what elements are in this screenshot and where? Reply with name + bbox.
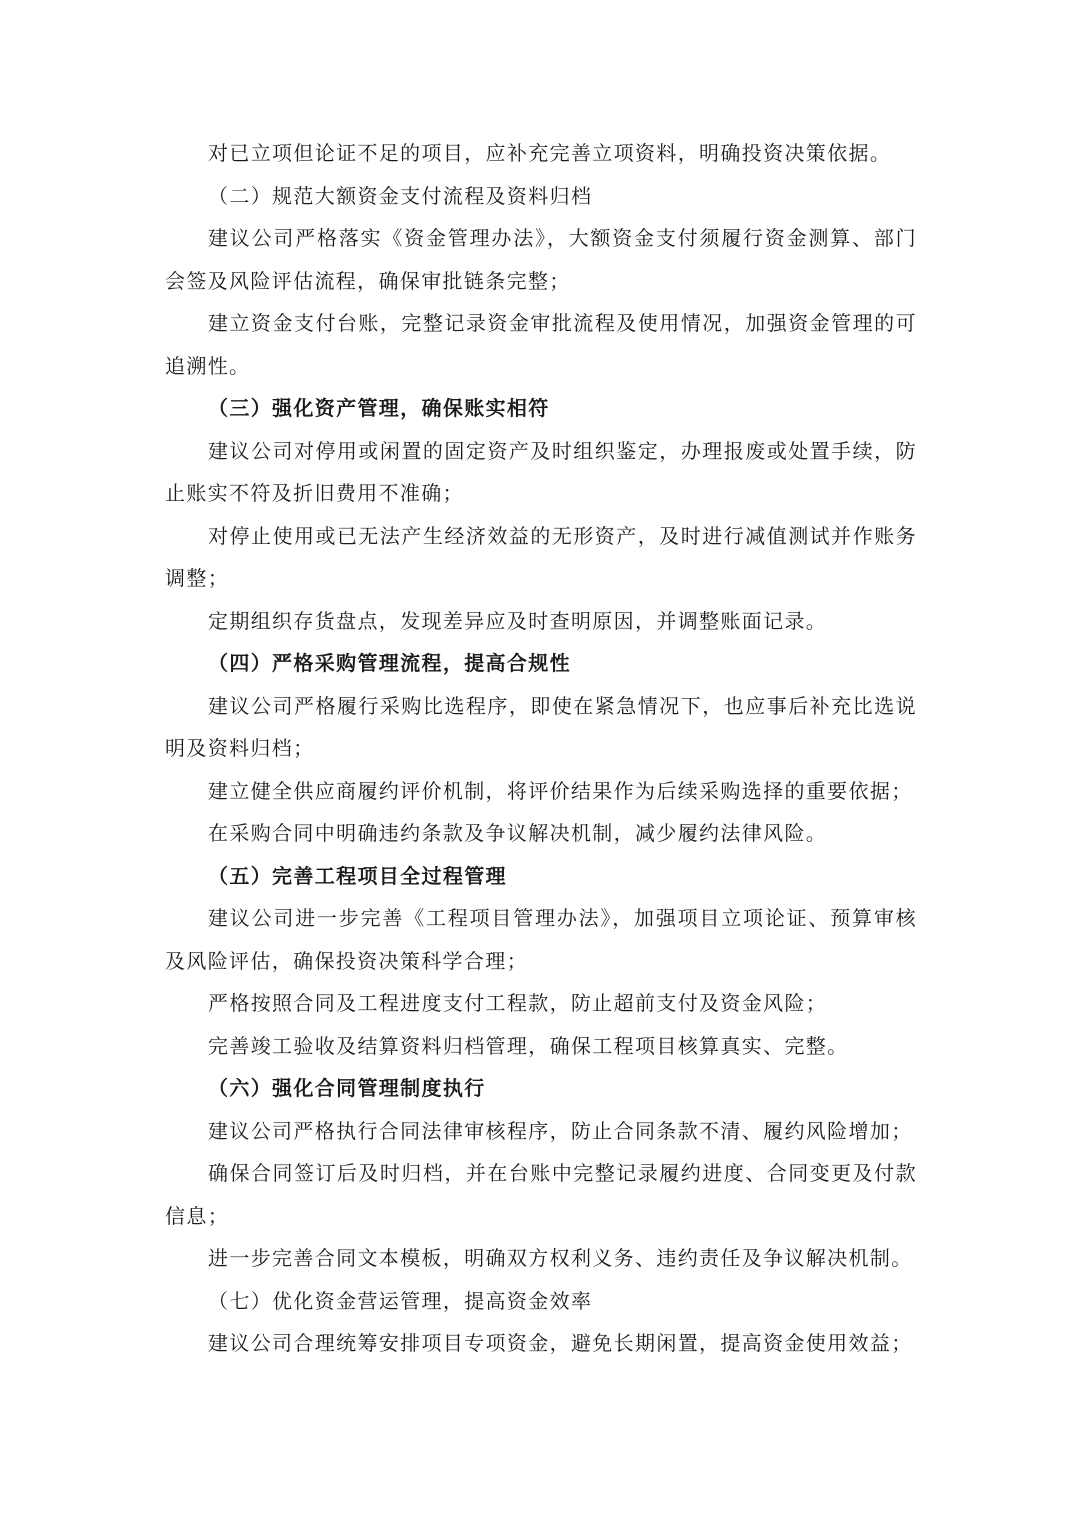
paragraph-completion-acceptance: 完善竣工验收及结算资料归档管理，确保工程项目核算真实、完整。 [208, 1033, 849, 1058]
paragraph-special-funds: 建议公司合理统筹安排项目专项资金，避免长期闲置，提高资金使用效益； [208, 1331, 913, 1355]
paragraph-supplier-evaluation: 建立健全供应商履约评价机制，将评价结果作为后续采购选择的重要依据； [208, 778, 913, 803]
paragraph-contract-archiving: 确保合同签订后及时归档，并在台账中完整记录履约进度、合同变更及付款信息； [165, 1161, 917, 1228]
paragraph-contract-terms: 在采购合同中明确违约条款及争议解决机制，减少履约法律风险。 [208, 821, 828, 845]
paragraph-intangible-assets: 对停止使用或已无法产生经济效益的无形资产，及时进行减值测试并作账务调整； [165, 523, 917, 590]
section-heading-2: （二）规范大额资金支付流程及资料归档 [208, 183, 593, 208]
paragraph-engineering-rules: 建议公司进一步完善《工程项目管理办法》，加强项目立项论证、预算审核及风险评估，确保投资决策科学合理； [165, 906, 917, 973]
paragraph-legal-review: 建议公司严格执行合同法律审核程序，防止合同条款不清、履约风险增加； [208, 1118, 913, 1143]
paragraph-inventory-count: 定期组织存货盘点，发现差异应及时查明原因，并调整账面记录。 [208, 608, 828, 633]
section-heading-3: （三）强化资产管理，确保账实相符 [208, 396, 550, 420]
section-heading-7: （七）优化资金营运管理，提高资金效率 [208, 1288, 593, 1313]
section-heading-6: （六）强化合同管理制度执行 [208, 1076, 486, 1100]
paragraph-fund-payment: 建议公司严格落实《资金管理办法》，大额资金支付须履行资金测算、部门会签及风险评估流程，确保审批链条完整； [165, 226, 917, 293]
paragraph-project-evidence: 对已立项但论证不足的项目，应补充完善立项资料，明确投资决策依据。 [208, 141, 892, 165]
section-heading-5: （五）完善工程项目全过程管理 [208, 863, 507, 888]
paragraph-progress-payment: 严格按照合同及工程进度支付工程款，防止超前支付及资金风险； [208, 991, 828, 1015]
paragraph-procurement-selection: 建议公司严格履行采购比选程序，即使在紧急情况下，也应事后补充比选说明及资料归档； [165, 693, 917, 760]
paragraph-fixed-assets: 建议公司对停用或闲置的固定资产及时组织鉴定，办理报废或处置手续，防止账实不符及折旧费用不准确； [165, 438, 917, 505]
section-heading-4: （四）严格采购管理流程，提高合规性 [208, 651, 571, 675]
paragraph-payment-ledger: 建立资金支付台账，完整记录资金审批流程及使用情况，加强资金管理的可追溯性。 [165, 311, 917, 378]
document-body [165, 132, 917, 1365]
paragraph-contract-templates: 进一步完善合同文本模板，明确双方权利义务、违约责任及争议解决机制。 [208, 1246, 913, 1270]
